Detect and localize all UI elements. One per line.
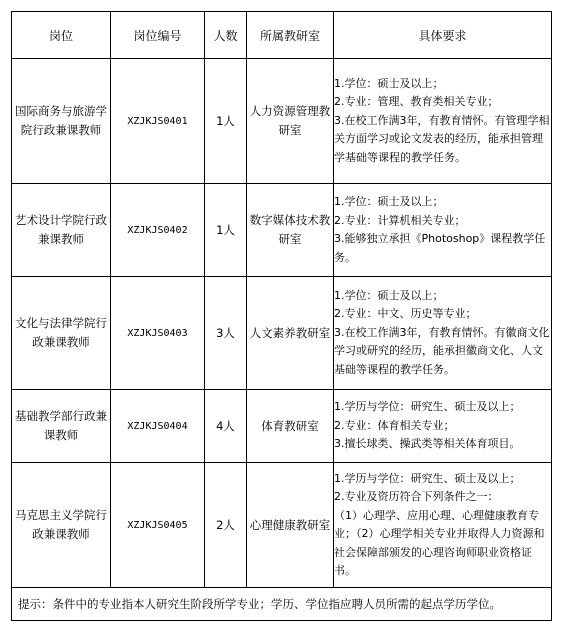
count-cell: 2人 [205,463,247,588]
dept-cell: 心理健康教研室 [247,463,334,588]
position-cell: 基础教学部行政兼课教师 [12,390,111,463]
requirement-line: 3.擅长球类、操武类等相关体育项目。 [334,437,521,451]
count-cell: 1人 [205,59,247,184]
code-cell: XZJKJS0401 [111,59,205,184]
code-cell: XZJKJS0404 [111,390,205,463]
dept-cell: 人力资源管理教研室 [247,59,334,184]
table-row [12,59,552,184]
position-cell: 马克思主义学院行政兼课教师 [12,463,111,588]
code-cell: XZJKJS0405 [111,463,205,588]
table-row [12,184,552,277]
dept-cell: 人文素养教研室 [247,277,334,390]
requirement-line: 1.学历与学位：研究生、硕士及以上； [334,471,521,485]
requirement-line: 1.学位：硕士及以上； [334,195,444,208]
table-row [12,390,552,463]
requirement-line: 2.专业：管理、教育类相关专业； [334,95,499,109]
requirement-line: 2.专业及资历符合下列条件之一： [334,490,499,503]
dept-cell: 体育教研室 [247,390,334,463]
note-row [12,588,552,621]
requirement-line: 1.学位：硕士及以上； [334,288,444,302]
count-cell: 1人 [205,184,247,277]
count-cell: 4人 [205,390,247,463]
header-count: 人数 [205,12,247,59]
requirements-cell [334,390,552,463]
note-text: 提示：条件中的专业指本人研究生阶段所学专业；学历、学位指应聘人员所需的起点学历学位。 [12,588,552,621]
requirement-line: 3.能够独立承担《Photoshop》课程教学任务。 [334,232,546,264]
position-cell: 国际商务与旅游学院行政兼课教师 [12,59,111,184]
requirements-cell [334,59,552,184]
header-code: 岗位编号 [111,12,205,59]
header-row [12,12,552,59]
dept-cell: 数字媒体技术教研室 [247,184,334,277]
count-cell: 3人 [205,277,247,390]
requirement-line: （1）心理学、应用心理、心理健康教育专业；（2）心理学相关专业并取得人力资源和社会保障部颁发的心理咨询师职业资格证书。 [334,508,545,577]
requirement-line: 2.专业：中文、历史等专业； [334,307,477,321]
table-row [12,277,552,390]
requirement-line: 3.在校工作满3年，有教育情怀。有徽商文化学习或研究的经历，能承担徽商文化、人文基础等课程的教学任务。 [334,325,550,376]
header-dept: 所属教研室 [247,12,334,59]
recruitment-table [11,11,552,621]
header-requirements: 具体要求 [334,12,552,59]
position-cell: 文化与法律学院行政兼课教师 [12,277,111,390]
requirement-line: 2.专业：体育相关专业； [334,418,455,432]
requirement-line: 1.学位：硕士及以上； [334,76,444,90]
requirements-cell [334,184,552,277]
table-row [12,463,552,588]
header-position: 岗位 [12,12,111,59]
position-cell: 艺术设计学院行政兼课教师 [12,184,111,277]
requirement-line: 3.在校工作满3年，有教育情怀。有管理学相关方面学习或论文发表的经历，能承担管理学基础等课程的教学任务。 [334,113,550,164]
requirements-cell [334,277,552,390]
code-cell: XZJKJS0403 [111,277,205,390]
requirements-cell [334,463,552,588]
requirement-line: 2.专业：计算机相关专业； [334,213,466,227]
code-cell: XZJKJS0402 [111,184,205,277]
requirement-line: 1.学历与学位：研究生、硕士及以上； [334,400,521,414]
